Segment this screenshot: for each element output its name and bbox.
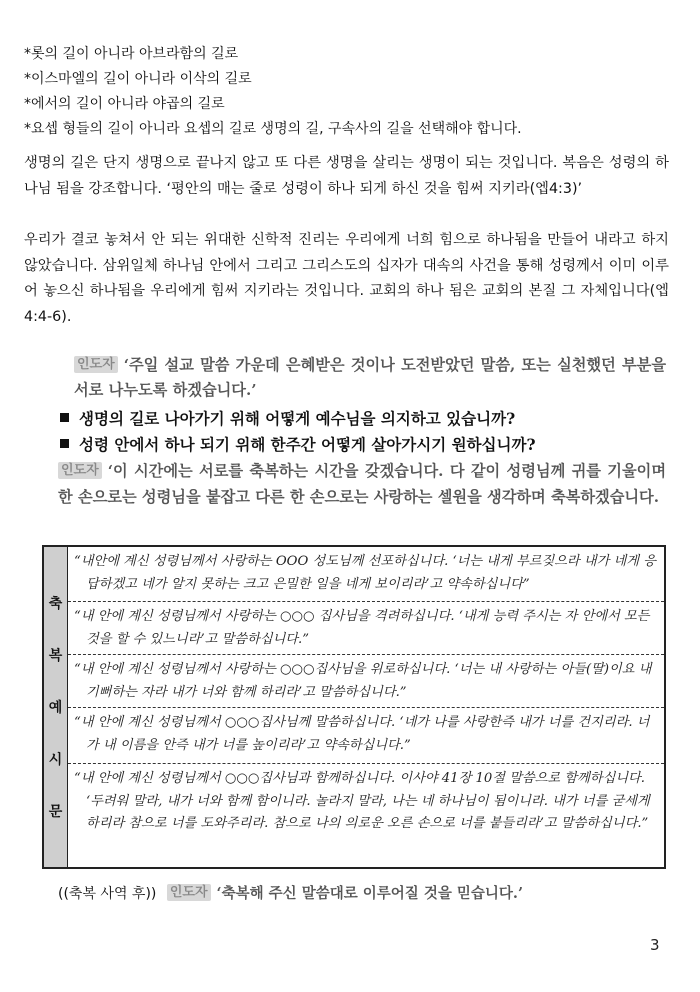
bullet-line: *이스마엘의 길이 아니라 이삭의 길로 xyxy=(24,71,252,87)
leader-text: ‘주일 설교 말씀 가운데 은혜받은 것이나 도전받았던 말씀, 또는 실천했던 부분을 서로 나누도록 하겠습니다.’ xyxy=(74,356,666,399)
side-label-char: 예 xyxy=(48,700,63,716)
question-item xyxy=(60,432,670,458)
leader-tag: 인도자 xyxy=(167,884,211,901)
bullet-line: *롯의 길이 아니라 아브라함의 길로 xyxy=(24,46,239,62)
leader-instruction-sharing xyxy=(74,353,666,403)
bullet-line: *에서의 길이 아니라 야곱의 길로 xyxy=(24,96,225,112)
blessing-side-label xyxy=(44,547,68,867)
question-text: 성령 안에서 하나 되기 위해 한주간 어떻게 살아가시기 원하십니까? xyxy=(79,435,536,454)
leader-tag: 인도자 xyxy=(58,462,102,479)
blessing-row: “내 안에 계신 성령님께서 사랑하는 ○○○집사님을 위로하십니다. ‘너는 내 사랑하는 아들(딸)이요 내 기뻐하는 자라 내가 너와 함께 하리라’고 말씀하십니다.” xyxy=(68,655,664,708)
bullet-line: *요셉 형들의 길이 아니라 요셉의 길로 생명의 길, 구속사의 길을 선택해야 합니다. xyxy=(24,121,522,137)
blessing-row: “내 안에 계신 성령님께서 ○○○집사님과 함께하십니다. 이사야 41장 10절 말씀으로 함께하십니다. ‘두려워 말라, 내가 너와 함께 함이니라. 놀라지 말라, 나는 네 하나님이 됨이니라. 내가 너를 굳세게 하리라 참으로 너를 도와주리라. 참으로 나의 의로운 오른 손으로 너를 붙들리라’고 말씀하십니다.” xyxy=(74,771,650,831)
side-label-char: 복 xyxy=(48,648,63,664)
blessing-row: “내 안에 계신 성령님께서 사랑하는 ○○○ 집사님을 격려하십니다. ‘내게 능력 주시는 자 안에서 모든 것을 할 수 있느니라’고 말씀하십니다.” xyxy=(68,602,664,655)
blessing-rows xyxy=(68,547,664,867)
side-label-char: 문 xyxy=(48,804,63,820)
question-list xyxy=(60,406,670,458)
closing-text: ‘축복해 주신 말씀대로 이루어질 것을 믿습니다.’ xyxy=(216,885,524,902)
blessing-row: “내 안에 계신 성령님께서 ○○○집사님께 말씀하십니다. ‘네가 나를 사랑한즉 내가 너를 건지리라. 너가 내 이름을 안즉 내가 너를 높이리라’고 약속하십니다.” xyxy=(68,708,664,764)
closing-prefix: ((축복 사역 후)) xyxy=(58,886,157,902)
paragraph-unity: 우리가 결코 놓쳐서 안 되는 위대한 신학적 진리는 우리에게 너희 힘으로 하나됨을 만들어 내라고 하지 않았습니다. 삼위일체 하나님 안에서 그리고 그리스도의 십자가 대속의 사건을 통해 성령께서 이미 이루어 놓으신 하나됨을 우리에게 힘써 지키라는 것입니다. 교회의 하나 됨은 교회의 본질 그 자체입니다(엡4:4-6). xyxy=(24,232,669,325)
question-text: 생명의 길로 나아가기 위해 어떻게 예수님을 의지하고 있습니까? xyxy=(79,409,516,428)
paragraph-life-path: 생명의 길은 단지 생명으로 끝나지 않고 또 다른 생명을 살리는 생명이 되는 것입니다. 복음은 성령의 하나님 됨을 강조합니다. ‘평안의 매는 줄로 성령이 하나 되게 하신 것을 힘써 지키라(엡4:3)’ xyxy=(24,155,669,197)
blessing-row: “내안에 계신 성령님께서 사랑하는 OOO 성도님께 선포하십니다. ‘너는 내게 부르짖으라 내가 네게 응답하겠고 네가 알지 못하는 크고 은밀한 일을 네게 보이리라’고 약속하십니다” xyxy=(68,547,664,602)
blessing-example-table xyxy=(42,545,666,869)
question-item xyxy=(60,406,670,432)
page-number: 3 xyxy=(650,936,660,954)
leader-tag: 인도자 xyxy=(74,356,118,373)
square-bullet-icon xyxy=(60,439,69,448)
closing-line xyxy=(58,882,668,906)
leader-text: ‘이 시간에는 서로를 축복하는 시간을 갖겠습니다. 다 같이 성령님께 귀를 기울이며 한 손으로는 성령님을 붙잡고 다른 한 손으로는 사랑하는 셀원을 생각하며 축복하겠습니다. xyxy=(58,462,666,506)
path-choice-list xyxy=(24,42,669,142)
side-label-char: 시 xyxy=(48,752,63,768)
leader-instruction-blessing xyxy=(58,459,666,510)
square-bullet-icon xyxy=(60,413,69,422)
side-label-char: 축 xyxy=(48,596,63,612)
